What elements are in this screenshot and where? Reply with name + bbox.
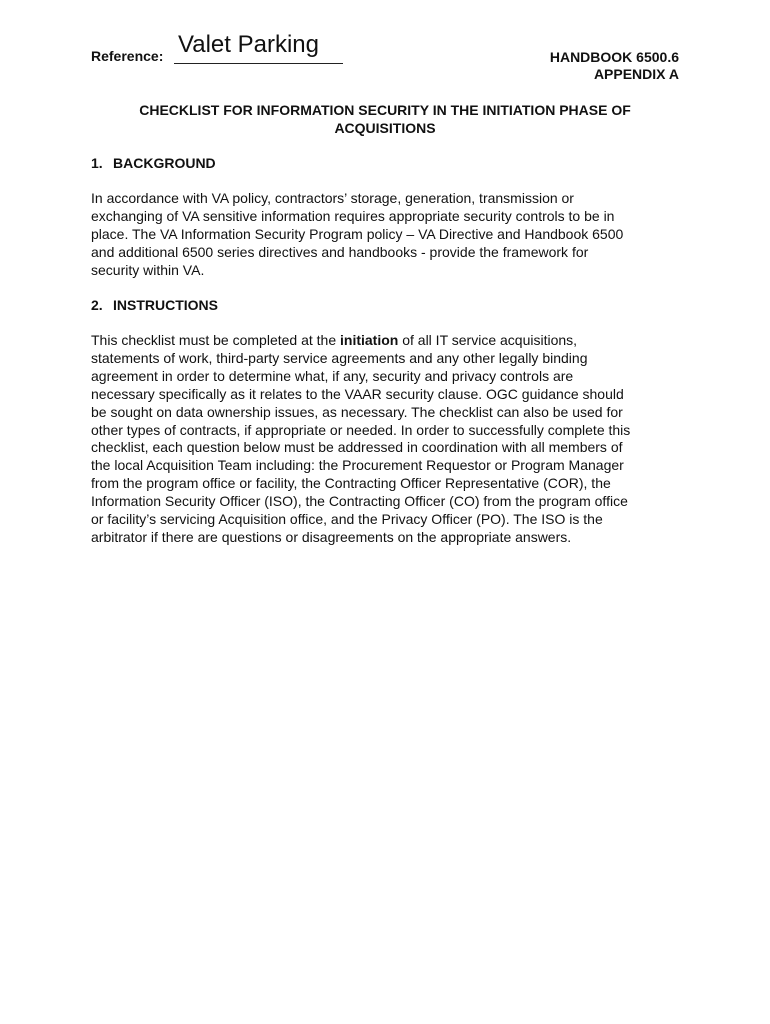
- reference-field[interactable]: [174, 30, 343, 64]
- paragraph-line: the local Acquisition Team including: the Procurement Requestor or Program Manager: [91, 457, 624, 474]
- reference-label: Reference:: [91, 48, 164, 64]
- instructions-paragraph: [91, 332, 681, 547]
- document-title: [91, 101, 679, 137]
- paragraph-line: security within VA.: [91, 261, 205, 278]
- paragraph-line: [91, 332, 681, 350]
- paragraph-line: other types of contracts, if appropriate or needed. In order to successfully complete this: [91, 421, 631, 438]
- paragraph-line: or facility’s servicing Acquisition office, and the Privacy Officer (PO). The ISO is the: [91, 511, 603, 528]
- section-heading-background: [91, 154, 216, 172]
- paragraph-line: In accordance with VA policy, contractors’ storage, generation, transmission or: [91, 190, 574, 206]
- paragraph-line: necessary specifically as it relates to the VAAR security clause. OGC guidance should: [91, 385, 624, 402]
- handbook-number: HANDBOOK 6500.6: [549, 49, 679, 65]
- paragraph-line: exchanging of VA sensitive information requires appropriate security controls to be in: [91, 207, 615, 224]
- paragraph-line: arbitrator if there are questions or disagreements on the appropriate answers.: [91, 528, 572, 545]
- title-line-1: CHECKLIST FOR INFORMATION SECURITY IN THE INITIATION PHASE OF: [139, 102, 631, 118]
- handbook-header: [550, 49, 679, 83]
- paragraph-line: Information Security Officer (ISO), the Contracting Officer (CO) from the program office: [91, 493, 628, 510]
- line-text: This checklist must be completed at the: [91, 332, 340, 348]
- section-number: 1.: [91, 155, 103, 171]
- appendix-label: APPENDIX A: [593, 66, 679, 82]
- paragraph-line: statements of work, third-party service agreements and any other legally binding: [91, 349, 588, 366]
- line-text: of all IT service acquisitions,: [398, 332, 578, 348]
- section-title: INSTRUCTIONS: [113, 297, 218, 313]
- paragraph-line: from the program office or facility, the Contracting Officer Representative (COR), the: [91, 475, 611, 492]
- section-number: 2.: [91, 297, 103, 313]
- paragraph-line: place. The VA Information Security Program policy – VA Directive and Handbook 6500: [91, 225, 624, 242]
- title-line-2: ACQUISITIONS: [334, 120, 436, 136]
- section-title: BACKGROUND: [113, 155, 216, 171]
- emphasis-text: initiation: [340, 332, 399, 348]
- reference-value: Valet Parking: [178, 31, 319, 58]
- paragraph-line: and additional 6500 series directives and handbooks - provide the framework for: [91, 243, 589, 260]
- paragraph-line: be sought on data ownership issues, as necessary. The checklist can also be used for: [91, 403, 623, 420]
- paragraph-line: checklist, each question below must be addressed in coordination with all members of: [91, 439, 623, 456]
- section-heading-instructions: [91, 296, 218, 314]
- background-paragraph: [91, 190, 681, 280]
- paragraph-line: agreement in order to determine what, if any, security and privacy controls are: [91, 367, 574, 384]
